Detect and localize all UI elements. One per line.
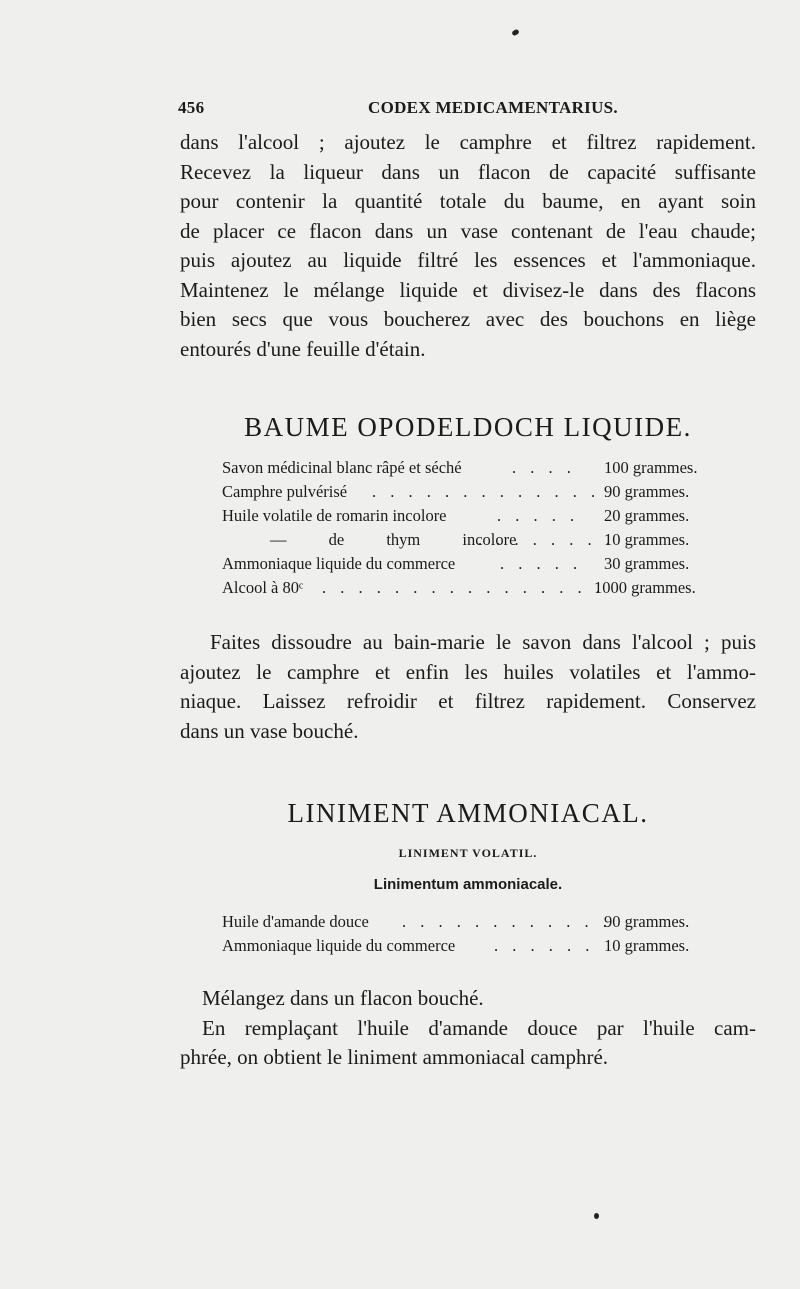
running-title: CODEX MEDICAMENTARIUS. <box>368 98 618 117</box>
section-heading-baume: BAUME OPODELDOCH LIQUIDE. <box>244 412 692 442</box>
section-subheading: LINIMENT VOLATIL. <box>398 846 538 860</box>
ingredient-name: Huile volatile de romarin incolore <box>222 506 447 525</box>
ink-mark <box>511 29 520 37</box>
ingredient-quantity: 10 grammes. <box>604 530 690 549</box>
text-line: En remplaçant l'huile d'amande douce par l'huile cam- <box>202 1015 756 1040</box>
leader-dots: . . . . . . . . . . . . . <box>372 482 601 501</box>
ingredient-quantity: 90 grammes. <box>604 482 690 501</box>
leader-dots: . . . . <box>512 458 576 477</box>
recipe-row <box>222 936 722 960</box>
recipe-row <box>222 578 722 602</box>
text-line: phrée, on obtient le liniment ammoniacal camphré. <box>180 1045 609 1069</box>
ingredient-quantity: 20 grammes. <box>604 506 690 525</box>
leader-dots: . . . . . . . . . . . . <box>402 912 612 931</box>
text-line: dans un vase bouché. <box>180 718 359 743</box>
section-heading-liniment: LINIMENT AMMONIACAL. <box>287 798 649 828</box>
ingredient-quantity: 100 grammes. <box>604 458 698 477</box>
recipe-row <box>222 458 722 482</box>
ink-dot <box>594 1213 599 1219</box>
recipe-row <box>222 482 722 506</box>
latin-name: Linimentum ammoniacale. <box>373 876 563 893</box>
text-line: bien secs que vous boucherez avec des bouchons en liège <box>180 307 756 331</box>
ingredient-quantity: 10 grammes. <box>604 936 690 955</box>
ingredient-name: — de thym incolore <box>270 530 517 549</box>
recipe-row <box>222 912 722 936</box>
leader-dots: . . . . . . . . . . . . . . . . <box>322 578 605 597</box>
text-line: ajoutez le camphre et enfin les huiles volatiles et l'ammo- <box>180 659 756 684</box>
ingredient-name: Camphre pulvérisé <box>222 482 348 501</box>
ingredient-quantity: 1000 grammes. <box>594 578 696 597</box>
recipe-table-baume <box>222 458 722 602</box>
leader-dots: . . . . . <box>500 554 583 573</box>
instructions-baume <box>180 628 756 746</box>
ingredient-quantity: 30 grammes. <box>604 554 690 573</box>
ingredient-name: Alcool à 80ᶜ <box>222 578 304 597</box>
text-line: de placer ce flacon dans un vase contenant de l'eau chaude; <box>180 218 756 243</box>
text-line: Maintenez le mélange liquide et divisez-le dans des flacons <box>180 277 756 302</box>
intro-paragraph <box>180 128 756 364</box>
recipe-row <box>222 530 722 554</box>
ingredient-name: Ammoniaque liquide du commerce <box>222 936 456 955</box>
text-line: dans l'alcool ; ajoutez le camphre et filtrez rapidement. <box>180 130 756 154</box>
recipe-row <box>222 554 722 578</box>
recipe-row <box>222 506 722 530</box>
ingredient-name: Huile d'amande douce <box>222 912 369 931</box>
leader-dots: . . . . . <box>497 506 580 525</box>
text-line: puis ajoutez au liquide filtré les essences et l'ammoniaque. <box>180 248 756 272</box>
text-line: niaque. Laissez refroidir et filtrez rapidement. Conservez <box>180 689 756 713</box>
text-line: entourés d'une feuille d'étain. <box>180 336 426 361</box>
instructions-liniment <box>180 984 756 1073</box>
text-line: pour contenir la quantité totale du baume, en ayant soin <box>180 189 756 213</box>
text-line: Recevez la liqueur dans un flacon de capacité suffisante <box>180 159 756 184</box>
page-number: 456 <box>178 98 205 117</box>
leader-dots: . . . . . . . . <box>478 530 615 549</box>
ingredient-name: Savon médicinal blanc râpé et séché <box>222 458 462 477</box>
text-line: Mélangez dans un flacon bouché. <box>202 986 484 1010</box>
recipe-table-liniment <box>222 912 722 960</box>
text-line: Faites dissoudre au bain-marie le savon dans l'alcool ; puis <box>210 630 756 654</box>
ingredient-name: Ammoniaque liquide du commerce <box>222 554 456 573</box>
leader-dots: . . . . . . <box>494 936 595 955</box>
ingredient-quantity: 90 grammes. <box>604 912 690 931</box>
